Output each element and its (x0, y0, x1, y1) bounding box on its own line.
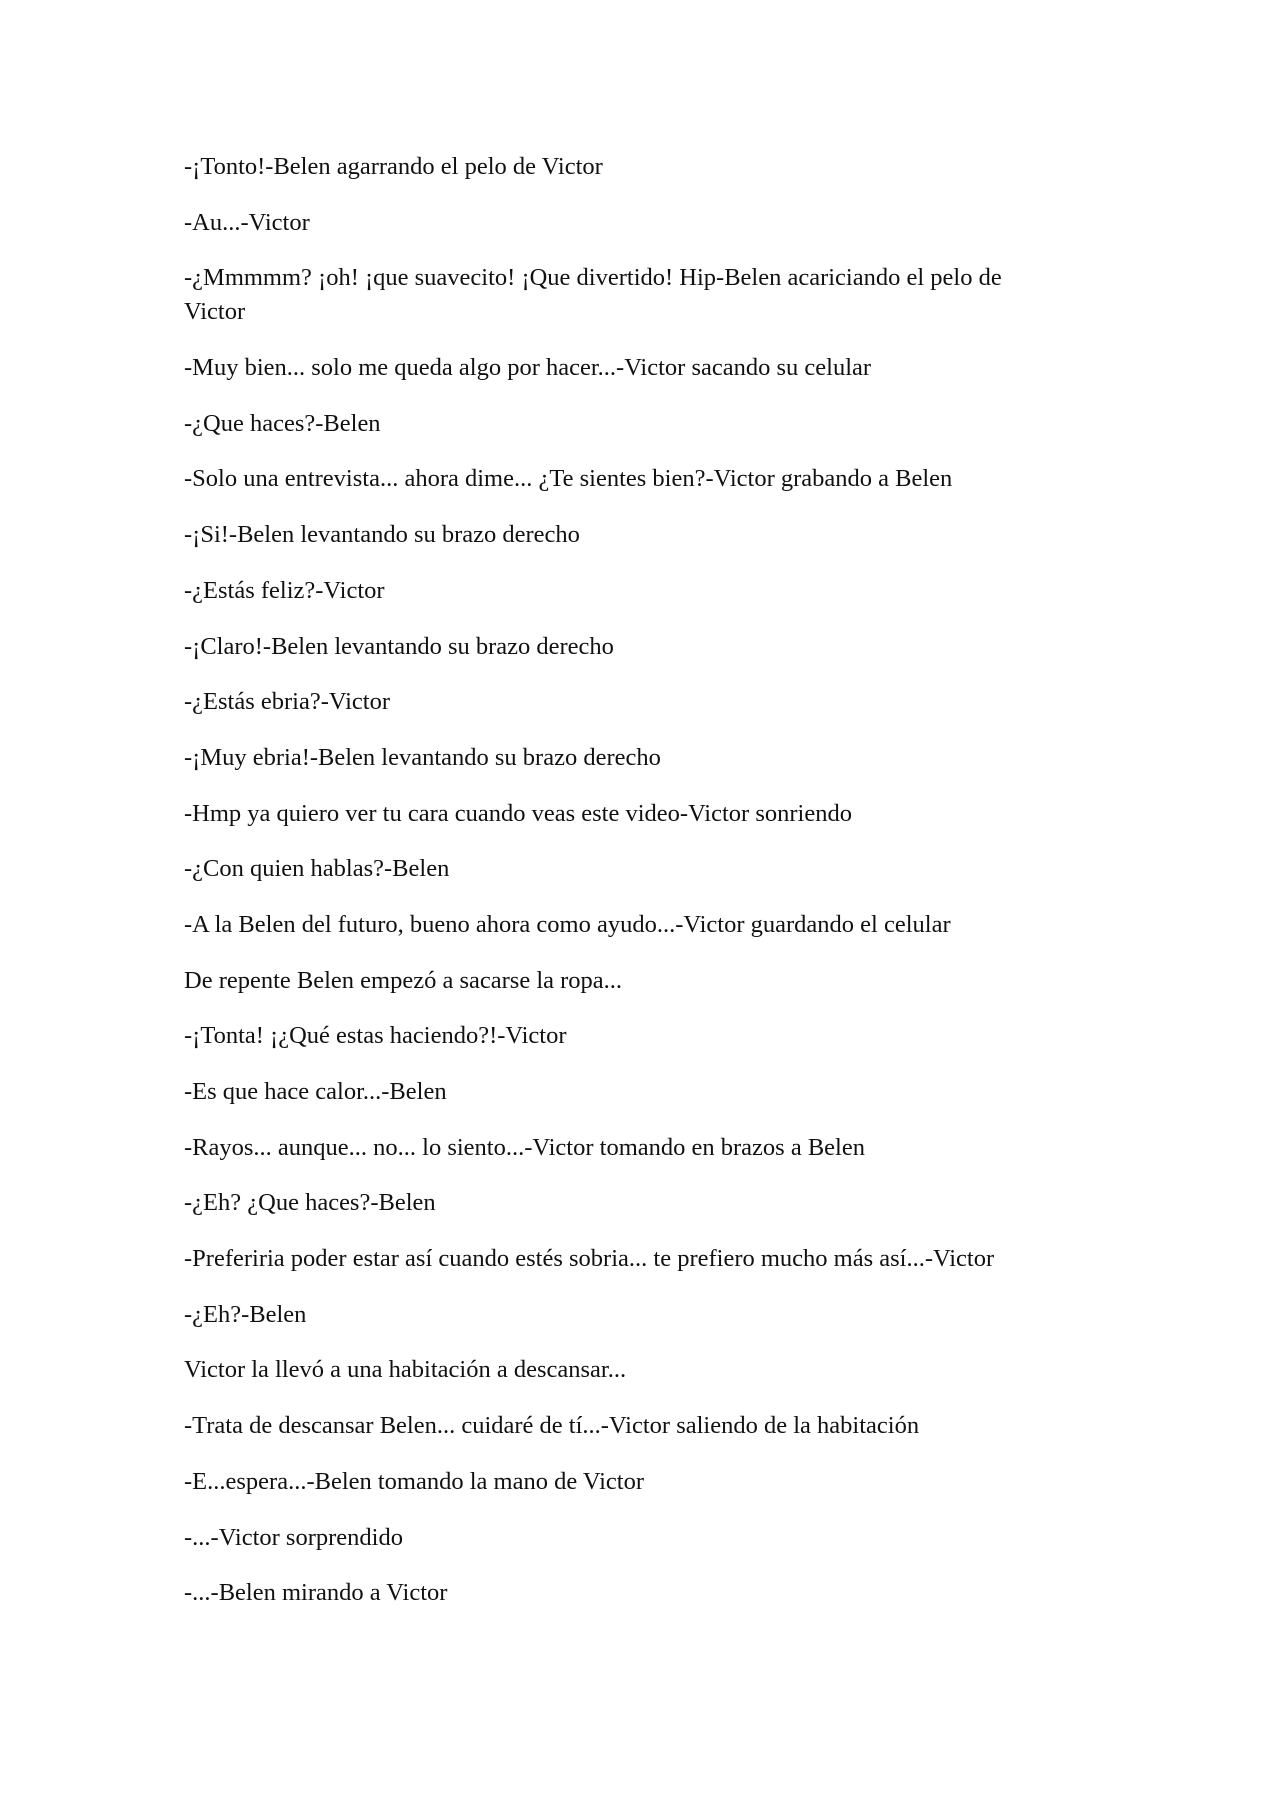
paragraph: -¿Mmmmm? ¡oh! ¡que suavecito! ¡Que divertido! Hip-Belen acariciando el pelo de Victor (184, 264, 1002, 326)
paragraph: -Hmp ya quiero ver tu cara cuando veas este video-Victor sonriendo (184, 799, 852, 827)
paragraph: -¿Eh?-Belen (184, 1300, 307, 1328)
paragraph: -¡Tonta! ¡¿Qué estas haciendo?!-Victor (184, 1022, 567, 1050)
paragraph: -¡Muy ebria!-Belen levantando su brazo derecho (184, 743, 661, 771)
paragraph: -A la Belen del futuro, bueno ahora como ayudo...-Victor guardando el celular (184, 910, 951, 938)
paragraph: -Au...-Victor (184, 208, 310, 236)
paragraph: -¿Eh? ¿Que haces?-Belen (184, 1189, 436, 1217)
paragraph: -¿Con quien hablas?-Belen (184, 855, 450, 883)
paragraph: -Preferiria poder estar así cuando estés sobria... te prefiero mucho más así...-Victor (184, 1245, 995, 1273)
document-body (184, 150, 1064, 1632)
paragraph: De repente Belen empezó a sacarse la ropa... (184, 966, 623, 994)
paragraph: -Trata de descansar Belen... cuidaré de tí...-Victor saliendo de la habitación (184, 1412, 920, 1440)
paragraph: -...-Belen mirando a Victor (184, 1579, 448, 1607)
paragraph: -¡Si!-Belen levantando su brazo derecho (184, 521, 580, 549)
paragraph: -...-Victor sorprendido (184, 1523, 403, 1551)
paragraph: -¿Estás feliz?-Victor (184, 576, 385, 604)
paragraph: -¡Claro!-Belen levantando su brazo derecho (184, 632, 614, 660)
paragraph: -¡Tonto!-Belen agarrando el pelo de Victor (184, 153, 603, 180)
paragraph: -¿Estás ebria?-Victor (184, 688, 390, 716)
paragraph: -Muy bien... solo me queda algo por hacer...-Victor sacando su celular (184, 354, 872, 382)
paragraph: -¿Que haces?-Belen (184, 409, 381, 437)
paragraph: -Rayos... aunque... no... lo siento...-Victor tomando en brazos a Belen (184, 1133, 865, 1161)
paragraph: -Solo una entrevista... ahora dime... ¿Te sientes bien?-Victor grabando a Belen (184, 465, 953, 493)
paragraph: -E...espera...-Belen tomando la mano de Victor (184, 1467, 645, 1495)
paragraph: Victor la llevó a una habitación a descansar... (184, 1356, 627, 1384)
paragraph: -Es que hace calor...-Belen (184, 1078, 447, 1105)
